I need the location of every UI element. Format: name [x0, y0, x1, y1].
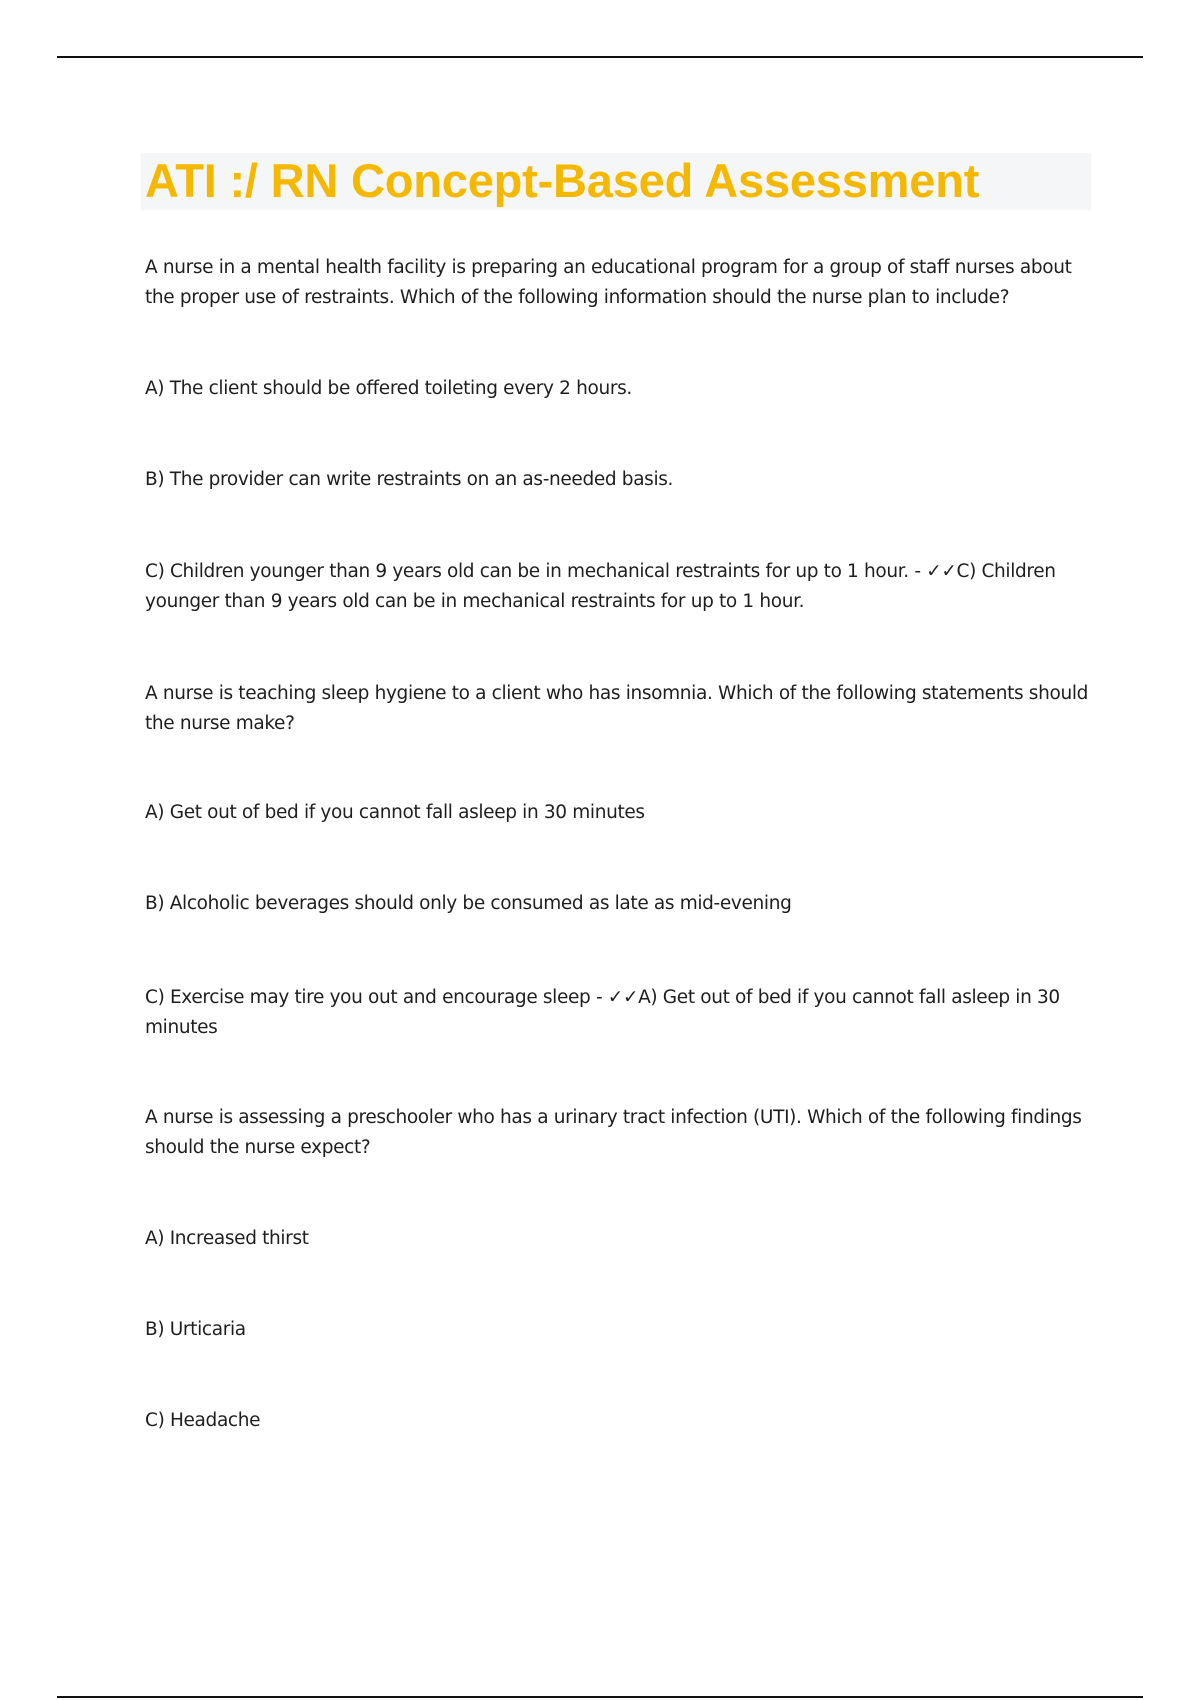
- question-2-option-b: B) Alcoholic beverages should only be consumed as late as mid-evening: [145, 893, 792, 914]
- question-2-stem: A nurse is teaching sleep hygiene to a client who has insomnia. Which of the following statements should the nurse make?: [145, 683, 1088, 734]
- question-3-stem: A nurse is assessing a preschooler who has a urinary tract infection (UTI). Which of the following findings should the nurse expect?: [145, 1107, 1082, 1158]
- question-1-option-a: A) The client should be offered toileting every 2 hours.: [145, 378, 632, 399]
- question-1-option-c-answer: C) Children younger than 9 years old can be in mechanical restraints for up to 1 hour. - ✓✓C) Children younger than 9 years old can be in mechanical restraints for up to 1 hour.: [145, 561, 1056, 612]
- header-rule: [57, 56, 1143, 58]
- question-3-option-c: C) Headache: [145, 1410, 261, 1431]
- question-1-stem: A nurse in a mental health facility is preparing an educational program for a group of staff nurses about the proper use of restraints. Which of the following information should the nurse plan to include?: [145, 257, 1072, 308]
- document-title: ATI :/ RN Concept-Based Assessment: [145, 154, 980, 207]
- footer-rule: [57, 1696, 1143, 1698]
- question-1-option-b: B) The provider can write restraints on an as-needed basis.: [145, 469, 674, 490]
- question-2-option-a: A) Get out of bed if you cannot fall asleep in 30 minutes: [145, 802, 645, 823]
- question-2-option-c-answer: C) Exercise may tire you out and encourage sleep - ✓✓A) Get out of bed if you cannot fall asleep in 30 minutes: [145, 987, 1060, 1038]
- question-3-option-a: A) Increased thirst: [145, 1228, 309, 1249]
- question-3-option-b: B) Urticaria: [145, 1319, 246, 1340]
